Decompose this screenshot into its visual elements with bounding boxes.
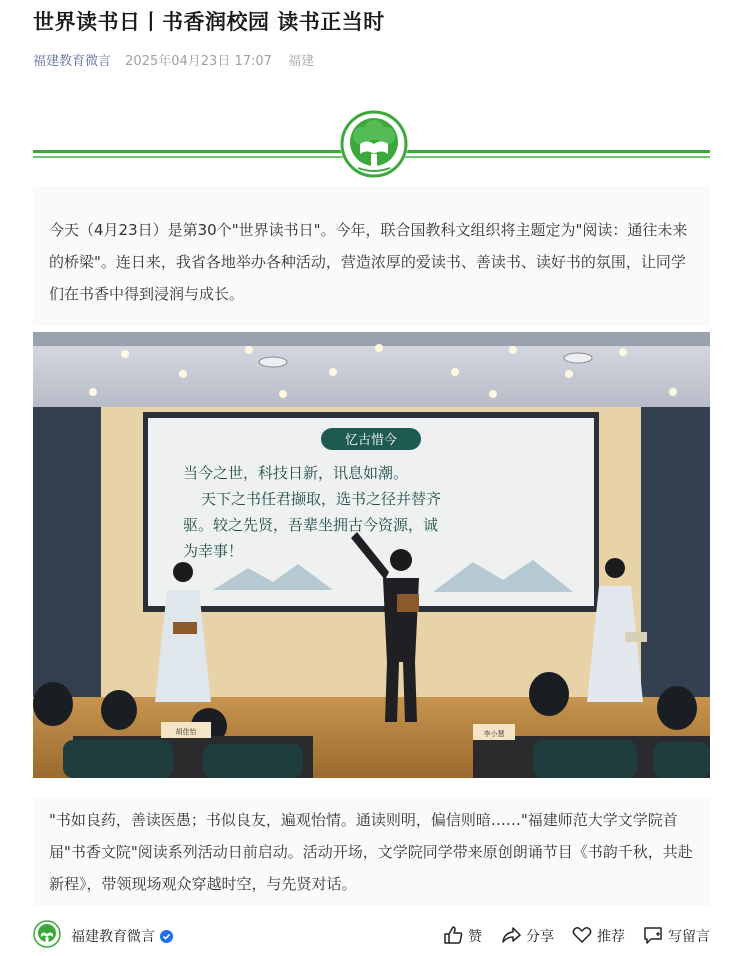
screen-heading: 忆古惜今 [344, 433, 398, 448]
event-photo[interactable] [33, 332, 710, 778]
publish-date: 2025年04月23日 17:07 [125, 54, 272, 69]
verified-icon [160, 928, 173, 941]
screen-line: 天下之书任君撷取，选书之径并替齐 [201, 490, 442, 508]
account-avatar[interactable] [33, 920, 61, 948]
comment-icon [642, 924, 664, 946]
article-paragraph: 今天（4月23日）是第30个"世界读书日"。今年，联合国教科文组织将主题定为"阅读：通往未来的桥梁"。连日来，我省各地举办各种活动，营造浓厚的爱读书、善读书、读好书的氛围，让同学们在书香中得到浸润与成长。 [33, 186, 710, 326]
share-label: 分享 [526, 929, 554, 945]
comment-label: 写留言 [668, 929, 710, 945]
footer-account-name[interactable]: 福建教育微言 [71, 929, 155, 945]
like-icon [442, 924, 464, 946]
publish-location: 福建 [288, 54, 315, 69]
account-name-link[interactable]: 福建教育微言 [33, 54, 112, 69]
like-label: 赞 [468, 929, 482, 945]
screen-line: 驱。较之先贤，吾辈坐拥古今资源，诚 [183, 516, 439, 534]
logo-icon [340, 110, 408, 178]
screen-line: 当今之世，科技日新，讯息如潮。 [183, 464, 409, 482]
recommend-icon [571, 924, 593, 946]
screen-line: 为幸事！ [183, 542, 244, 560]
article-footer [0, 912, 750, 956]
article-paragraph: "书如良药，善读医愚；书似良友，遍观怡情。通读则明，偏信则暗……"福建师范大学文学院首届"书香文院"阅读系列活动日前启动。活动开场，文学院同学带来原创朗诵节目《书韵千秋，共赴新程》，带领现场观众穿越时空，与先贤对话。 [33, 796, 710, 906]
name-card-right: 李小慧 [483, 730, 505, 738]
article-meta [33, 50, 314, 69]
article-title: 世界读书日丨书香润校园 读书正当时 [33, 10, 385, 34]
share-icon [500, 924, 522, 946]
recommend-label: 推荐 [597, 929, 625, 945]
name-card-left: 胡佳怡 [175, 728, 197, 736]
